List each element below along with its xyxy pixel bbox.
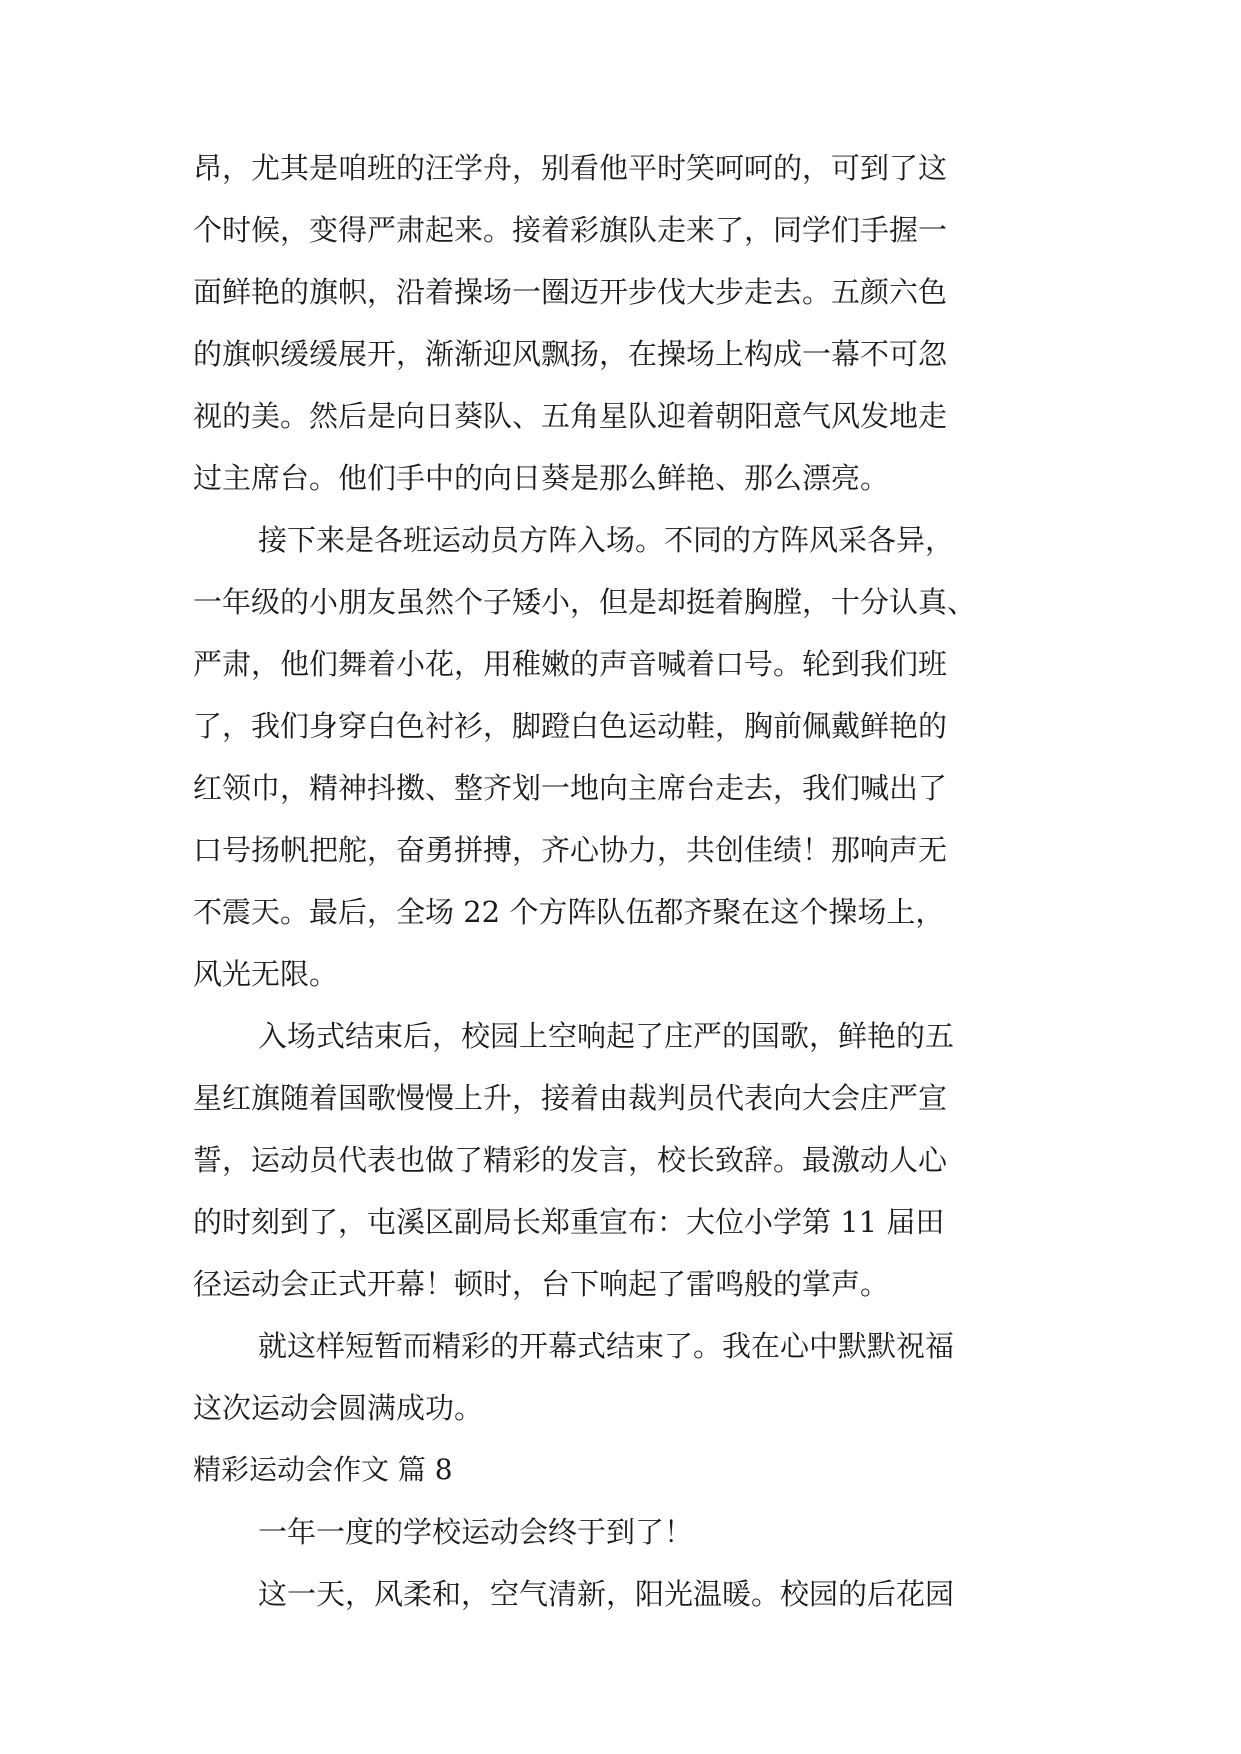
line-text: 的旗帜缓缓展开，渐渐迎风飘扬，在操场上构成一幕不可忽 (193, 337, 948, 371)
line-text: 严肃，他们舞着小花，用稚嫩的声音喊着口号。轮到我们班 (193, 647, 948, 681)
line-text: 星红旗随着国歌慢慢上升，接着由裁判员代表向大会庄严宣 (193, 1081, 948, 1115)
text-line (0, 451, 1241, 505)
line-text: 过主席台。他们手中的向日葵是那么鲜艳、那么漂亮。 (193, 461, 890, 495)
text-line (0, 1133, 1241, 1187)
line-text: 的时刻到了，屯溪区副局长郑重宣布：大位小学第 11 届田 (193, 1205, 945, 1239)
line-text: 一年一度的学校运动会终于到了！ (258, 1515, 694, 1549)
section-heading-text: 精彩运动会作文 篇 8 (193, 1453, 453, 1486)
line-text: 一年级的小朋友虽然个子矮小，但是却挺着胸膛，十分认真、 (193, 585, 977, 619)
line-text: 个时候，变得严肃起来。接着彩旗队走来了，同学们手握一 (193, 213, 948, 247)
text-line (0, 1071, 1241, 1125)
text-line (0, 823, 1241, 877)
line-text: 这一天，风柔和，空气清新，阳光温暖。校园的后花园 (258, 1577, 955, 1611)
paragraph-first-line (0, 1505, 1241, 1559)
text-line (0, 1257, 1241, 1311)
text-line (0, 141, 1241, 195)
text-line (0, 265, 1241, 319)
paragraph-first-line (0, 1009, 1241, 1063)
text-line (0, 327, 1241, 381)
line-text: 昂，尤其是咱班的汪学舟，别看他平时笑呵呵的，可到了这 (193, 151, 948, 185)
line-text: 就这样短暂而精彩的开幕式结束了。我在心中默默祝福 (258, 1329, 955, 1363)
line-text: 了，我们身穿白色衬衫，脚蹬白色运动鞋，胸前佩戴鲜艳的 (193, 709, 948, 743)
line-text: 不震天。最后，全场 22 个方阵队伍都齐聚在这个操场上， (193, 895, 945, 929)
paragraph-first-line (0, 1319, 1241, 1373)
text-line (0, 885, 1241, 939)
text-line (0, 389, 1241, 443)
text-line (0, 1381, 1241, 1435)
text-line (0, 575, 1241, 629)
paragraph-first-line (0, 513, 1241, 567)
line-text: 誓，运动员代表也做了精彩的发言，校长致辞。最激动人心 (193, 1143, 948, 1177)
line-text: 口号扬帆把舵，奋勇拼搏，齐心协力，共创佳绩！那响声无 (193, 833, 948, 867)
text-line (0, 947, 1241, 1001)
text-line (0, 761, 1241, 815)
line-text: 面鲜艳的旗帜，沿着操场一圈迈开步伐大步走去。五颜六色 (193, 275, 948, 309)
line-text: 径运动会正式开幕！顿时，台下响起了雷鸣般的掌声。 (193, 1267, 890, 1301)
line-text: 入场式结束后，校园上空响起了庄严的国歌，鲜艳的五 (258, 1019, 955, 1053)
line-text: 接下来是各班运动员方阵入场。不同的方阵风采各异， (258, 523, 955, 557)
text-line (0, 637, 1241, 691)
line-text: 这次运动会圆满成功。 (193, 1391, 484, 1425)
line-text: 红领巾，精神抖擞、整齐划一地向主席台走去，我们喊出了 (193, 771, 948, 805)
line-text: 视的美。然后是向日葵队、五角星队迎着朝阳意气风发地走 (193, 399, 948, 433)
text-line (0, 203, 1241, 257)
text-line (0, 699, 1241, 753)
paragraph-first-line (0, 1567, 1241, 1621)
section-heading (0, 1443, 1241, 1497)
text-line (0, 1195, 1241, 1249)
line-text: 风光无限。 (193, 957, 339, 991)
